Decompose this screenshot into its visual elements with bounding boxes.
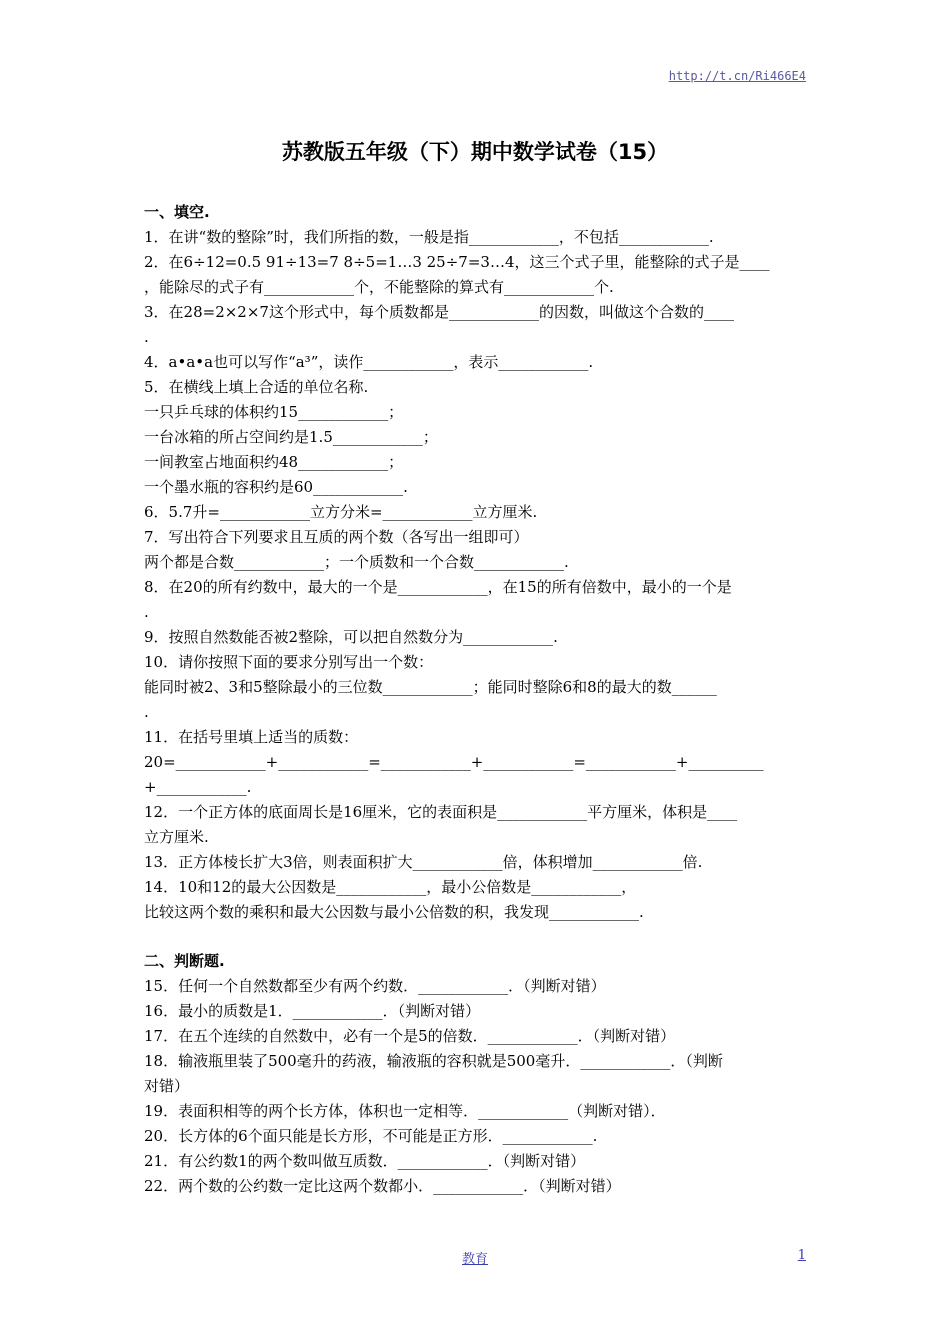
question-line: +____________. bbox=[144, 778, 252, 796]
question-line: 一只乒乓球的体积约15____________； bbox=[144, 403, 404, 421]
question-line: 13．正方体棱长扩大3倍，则表面积扩大____________倍，体积增加____________倍. bbox=[144, 853, 703, 871]
question-line: 3．在28=2×2×7这个形式中，每个质数都是____________的因数，叫做这个合数的____ bbox=[144, 303, 734, 321]
question-line: . bbox=[144, 603, 149, 621]
page-title: 苏教版五年级（下）期中数学试卷（15） bbox=[281, 140, 669, 164]
question-line: 一个墨水瓶的容积约是60____________. bbox=[144, 478, 408, 496]
question-line: 17．在五个连续的自然数中，必有一个是5的倍数．____________．（判断对错） bbox=[144, 1027, 676, 1045]
question-line: 2．在6÷12=0.5 91÷13=7 8÷5=1…3 25÷7=3…4，这三个式子里，能整除的式子是____ bbox=[144, 253, 770, 271]
question-line: 对错） bbox=[144, 1077, 190, 1095]
question-line: 12．一个正方体的底面周长是16厘米，它的表面积是____________平方厘米，体积是____ bbox=[144, 803, 738, 821]
question-line: 15．任何一个自然数都至少有两个约数．____________．（判断对错） bbox=[144, 977, 606, 995]
section-true-false-lines bbox=[144, 974, 806, 1199]
question-line: 7．写出符合下列要求且互质的两个数（各写出一组即可） bbox=[144, 528, 529, 546]
question-line: 6．5.7升=____________立方分米=____________立方厘米. bbox=[144, 503, 538, 521]
exam-content bbox=[144, 200, 806, 1199]
page-number: 1 bbox=[797, 1248, 806, 1263]
question-line: 一台冰箱的所占空间约是1.5____________； bbox=[144, 428, 438, 446]
question-line: 16．最小的质数是1．____________．（判断对错） bbox=[144, 1002, 481, 1020]
question-line: 22．两个数的公约数一定比这两个数都小．____________．（判断对错） bbox=[144, 1177, 621, 1195]
question-line: 8．在20的所有约数中，最大的一个是____________，在15的所有倍数中，最小的一个是 bbox=[144, 578, 732, 596]
header-link[interactable]: http://t.cn/Ri466E4 bbox=[668, 69, 806, 83]
question-line: 两个都是合数____________；一个质数和一个合数____________. bbox=[144, 553, 569, 571]
question-line: 比较这两个数的乘积和最大公因数与最小公倍数的积，我发现____________. bbox=[144, 903, 644, 921]
question-line: 1．在讲“数的整除”时，我们所指的数，一般是指____________，不包括____________. bbox=[144, 228, 714, 246]
footer-link[interactable]: 教育 bbox=[461, 1252, 488, 1267]
question-line: 14．10和12的最大公因数是____________，最小公倍数是____________， bbox=[144, 878, 637, 896]
question-line: 18．输液瓶里装了500毫升的药液，输液瓶的容积就是500毫升．____________．（判断 bbox=[144, 1052, 723, 1070]
question-line: 能同时被2、3和5整除最小的三位数____________；能同时整除6和8的最大的数______ bbox=[144, 678, 717, 696]
section-heading-fill-blank: 一、填空. bbox=[144, 203, 210, 221]
question-line: 立方厘米. bbox=[144, 828, 209, 846]
section-gap bbox=[144, 925, 806, 949]
question-line: 11．在括号里填上适当的质数： bbox=[144, 728, 359, 746]
section-fill-blank-lines bbox=[144, 225, 806, 925]
question-line: 20．长方体的6个面只能是长方形，不可能是正方形．____________. bbox=[144, 1127, 598, 1145]
question-line: 4．a•a•a也可以写作“a³”，读作____________，表示____________. bbox=[144, 353, 594, 371]
question-line: 5．在横线上填上合适的单位名称. bbox=[144, 378, 369, 396]
question-line: 20=____________+____________=____________+____________=____________+__________ bbox=[144, 753, 764, 771]
question-line: ，能除尽的式子有____________个，不能整除的算式有____________个. bbox=[144, 278, 614, 296]
question-line: 19．表面积相等的两个长方体，体积也一定相等．____________（判断对错）． bbox=[144, 1102, 666, 1120]
question-line: . bbox=[144, 328, 149, 346]
question-line: 一间教室占地面积约48____________； bbox=[144, 453, 404, 471]
section-heading-true-false: 二、判断题. bbox=[144, 952, 225, 970]
question-line: . bbox=[144, 703, 149, 721]
question-line: 10．请你按照下面的要求分别写出一个数： bbox=[144, 653, 434, 671]
question-line: 9．按照自然数能否被2整除，可以把自然数分为____________. bbox=[144, 628, 558, 646]
question-line: 21．有公约数1的两个数叫做互质数．____________．（判断对错） bbox=[144, 1152, 586, 1170]
